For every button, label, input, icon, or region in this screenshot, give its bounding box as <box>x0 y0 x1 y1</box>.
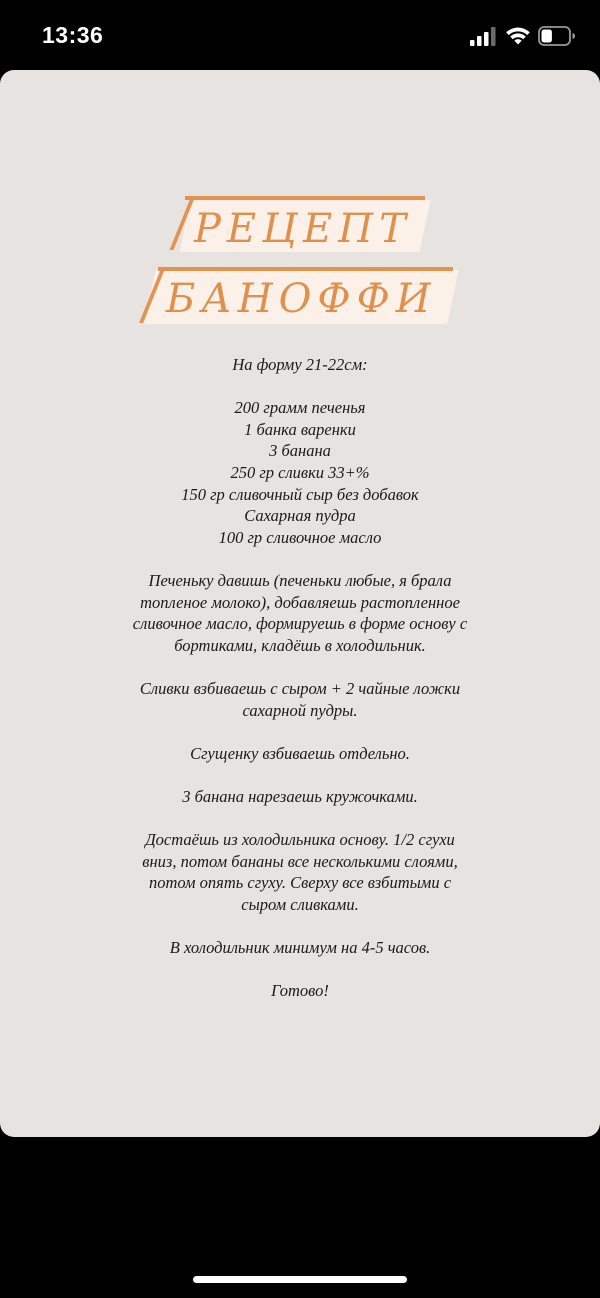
recipe-step: В холодильник минимум на 4-5 часов. <box>169 938 431 958</box>
step-line: бортиками, кладёшь в холодильник. <box>174 635 426 655</box>
step-line: сливочное масло, формируешь в форме основу с <box>132 614 468 634</box>
step-line: вниз, потом бананы все несколькими слоями, <box>142 851 458 871</box>
status-time: 13:36 <box>42 22 104 48</box>
status-bar <box>0 0 600 70</box>
step-line: сыром сливками. <box>241 894 359 914</box>
recipe-step <box>60 829 540 915</box>
ingredient-item: 100 гр сливочное масло <box>218 527 382 547</box>
title-accent-line <box>185 196 425 200</box>
step-line: Сливки взбиваешь с сыром + 2 чайные ложки <box>139 678 461 698</box>
home-indicator[interactable] <box>193 1276 407 1283</box>
cellular-signal-icon <box>470 27 497 46</box>
recipe-step-final: Готово! <box>271 981 329 1001</box>
recipe-step <box>60 570 540 656</box>
battery-icon <box>538 26 576 46</box>
ingredient-item: 1 банка варенки <box>244 419 356 439</box>
recipe-story-card <box>0 70 600 1137</box>
recipe-step: 3 банана нарезаешь кружочками. <box>182 786 418 806</box>
recipe-title-line-1: РЕЦЕПТ <box>194 206 412 252</box>
wifi-icon <box>505 25 531 46</box>
step-line: топленое молоко), добавляешь растопленное <box>140 592 460 612</box>
step-line: сахарной пудры. <box>242 700 358 720</box>
step-line: Печеньку давишь (печеньки любые, я брала <box>148 570 452 590</box>
step-line: потом опять сгуху. Сверху все взбитыми с <box>148 873 452 893</box>
recipe-step: Сгущенку взбиваешь отдельно. <box>190 743 410 763</box>
ingredient-item: Сахарная пудра <box>244 506 356 526</box>
ingredient-item: 200 грамм печенья <box>234 398 366 418</box>
recipe-step <box>60 678 540 721</box>
ingredient-list <box>60 397 540 548</box>
title-accent-line <box>158 267 453 271</box>
recipe-title-line-2: БАНОФФИ <box>166 276 437 322</box>
recipe-text <box>60 354 540 1002</box>
ingredient-item: 150 гр сливочный сыр без добавок <box>181 484 419 504</box>
step-line: Достаёшь из холодильника основу. 1/2 сгухи <box>145 830 455 850</box>
recipe-title-block <box>0 70 600 340</box>
ingredient-item: 3 банана <box>269 441 331 461</box>
ingredient-item: 250 гр сливки 33+% <box>230 462 370 482</box>
form-size: На форму 21-22см: <box>232 355 368 374</box>
